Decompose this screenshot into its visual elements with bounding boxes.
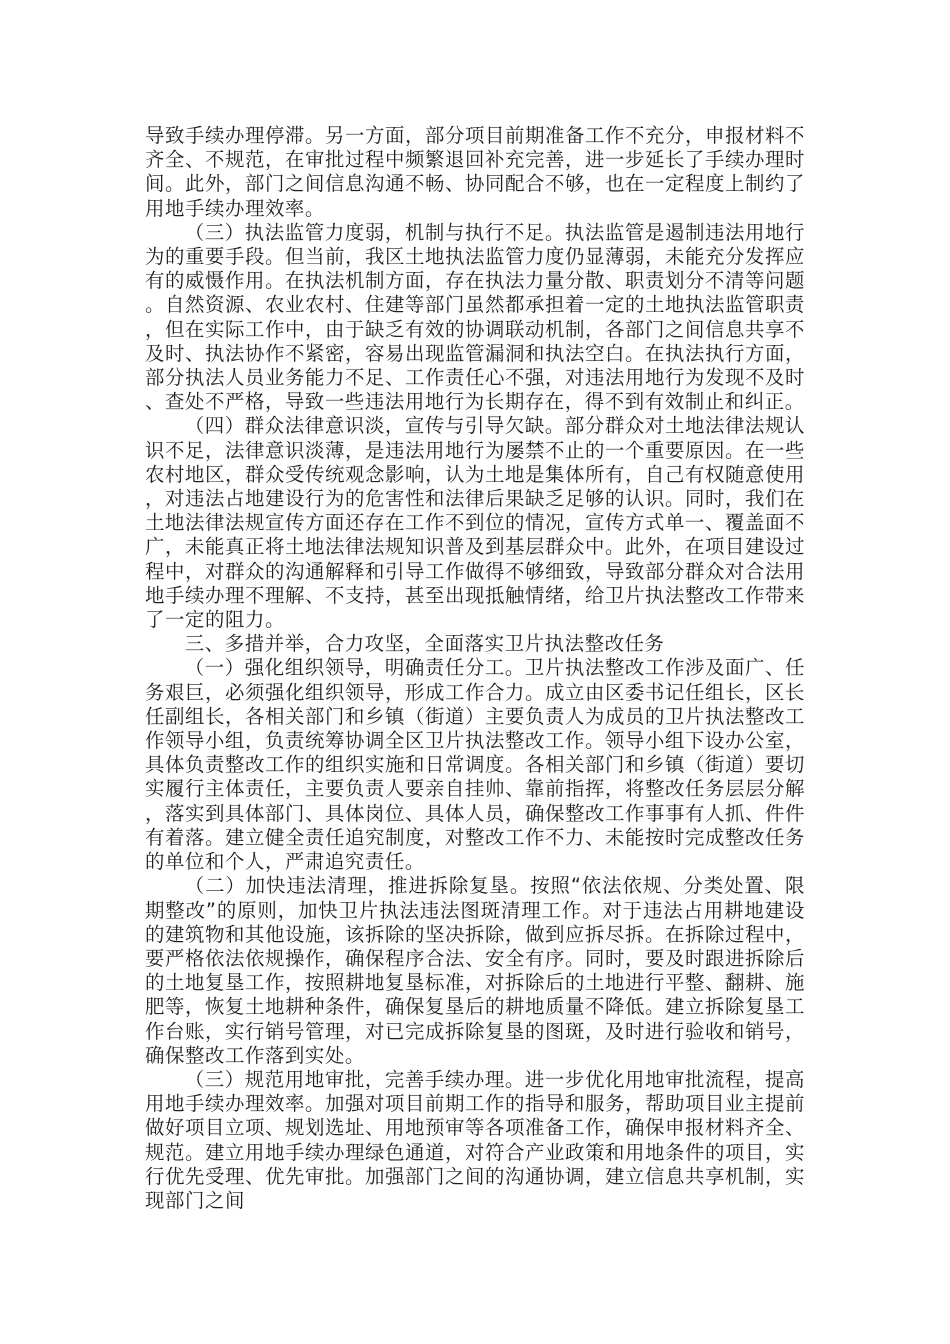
paragraph-section-3-enforcement: （三）执法监管力度弱，机制与执行不足。执法监管是遏制违法用地行为的重要手段。但当前，我区土地执法监管力度仍显薄弱，未能充分发挥应有的威慑作用。在执法机制方面，存在执法力量分散、职责划分不清等问题。自然资源、农业农村、住建等部门虽然都承担着一定的土地执法监管职责，但在实际工作中，由于缺乏有效的协调联动机制，各部门之间信息共享不及时、执法协作不紧密，容易出现监管漏洞和执法空白。在执法执行方面，部分执法人员业务能力不足、工作责任心不强，对违法用地行为发现不及时、查处不严格，导致一些违法用地行为长期存在，得不到有效制止和纠正。 [145, 220, 805, 414]
paragraph-measure-2-demolition: （二）加快违法清理，推进拆除复垦。按照“依法依规、分类处置、限期整改”的原则，加快卫片执法违法图斑清理工作。对于违法占用耕地建设的建筑物和其他设施，该拆除的坚决拆除，做到应拆尽拆。在拆除过程中，要严格依法依规操作，确保程序合法、安全有序。同时，要及时跟进拆除后的土地复垦工作，按照耕地复垦标准，对拆除后的土地进行平整、翻耕、施肥等，恢复土地耕种条件，确保复垦后的耕地质量不降低。建立拆除复垦工作台账，实行销号管理，对已完成拆除复垦的图斑，及时进行验收和销号，确保整改工作落到实处。 [145, 874, 805, 1067]
paragraph-continuation: 导致手续办理停滞。另一方面，部分项目前期准备工作不充分，申报材料不齐全、不规范，在审批过程中频繁退回补充完善，进一步延长了手续办理时间。此外，部门之间信息沟通不畅、协同配合不够，也在一定程度上制约了用地手续办理效率。 [145, 124, 805, 220]
section-heading-3: 三、多措并举，合力攻坚，全面落实卫片执法整改任务 [184, 632, 665, 656]
paragraph-section-4-public-awareness: （四）群众法律意识淡，宣传与引导欠缺。部分群众对土地法律法规认识不足，法律意识淡薄，是违法用地行为屡禁不止的一个重要原因。在一些农村地区，群众受传统观念影响，认为土地是集体所有，自己有权随意使用，对违法占地建设行为的危害性和法律后果缺乏足够的认识。同时，我们在土地法律法规宣传方面还存在工作不到位的情况，宣传方式单一、覆盖面不广，未能真正将土地法律法规知识普及到基层群众中。此外，在项目建设过程中，对群众的沟通解释和引导工作做得不够细致，导致部分群众对合法用地手续办理不理解、不支持，甚至出现抵触情绪，给卫片执法整改工作带来了一定的阻力。 [145, 414, 805, 632]
paragraph-measure-3-approval: （三）规范用地审批，完善手续办理。进一步优化用地审批流程，提高用地手续办理效率。加强对项目前期工作的指导和服务，帮助项目业主提前做好项目立项、规划选址、用地预审等各项准备工作，确保申报材料齐全、规范。建立用地手续办理绿色通道，对符合产业政策和用地条件的项目，实行优先受理、优先审批。加强部门之间的沟通协调，建立信息共享机制，实现部门之间 [145, 1067, 805, 1212]
document-page [145, 124, 805, 1213]
paragraph-measure-1-leadership: （一）强化组织领导，明确责任分工。卫片执法整改工作涉及面广、任务艰巨，必须强化组织领导，形成工作合力。成立由区委书记任组长，区长任副组长，各相关部门和乡镇（街道）主要负责人为成员的卫片执法整改工作领导小组，负责统筹协调全区卫片执法整改工作。领导小组下设办公室，具体负责整改工作的组织实施和日常调度。各相关部门和乡镇（街道）要切实履行主体责任，主要负责人要亲自挂帅、靠前指挥，将整改任务层层分解，落实到具体部门、具体岗位、具体人员，确保整改工作事事有人抓、件件有着落。建立健全责任追究制度，对整改工作不力、未能按时完成整改任务的单位和个人，严肃追究责任。 [145, 656, 805, 874]
